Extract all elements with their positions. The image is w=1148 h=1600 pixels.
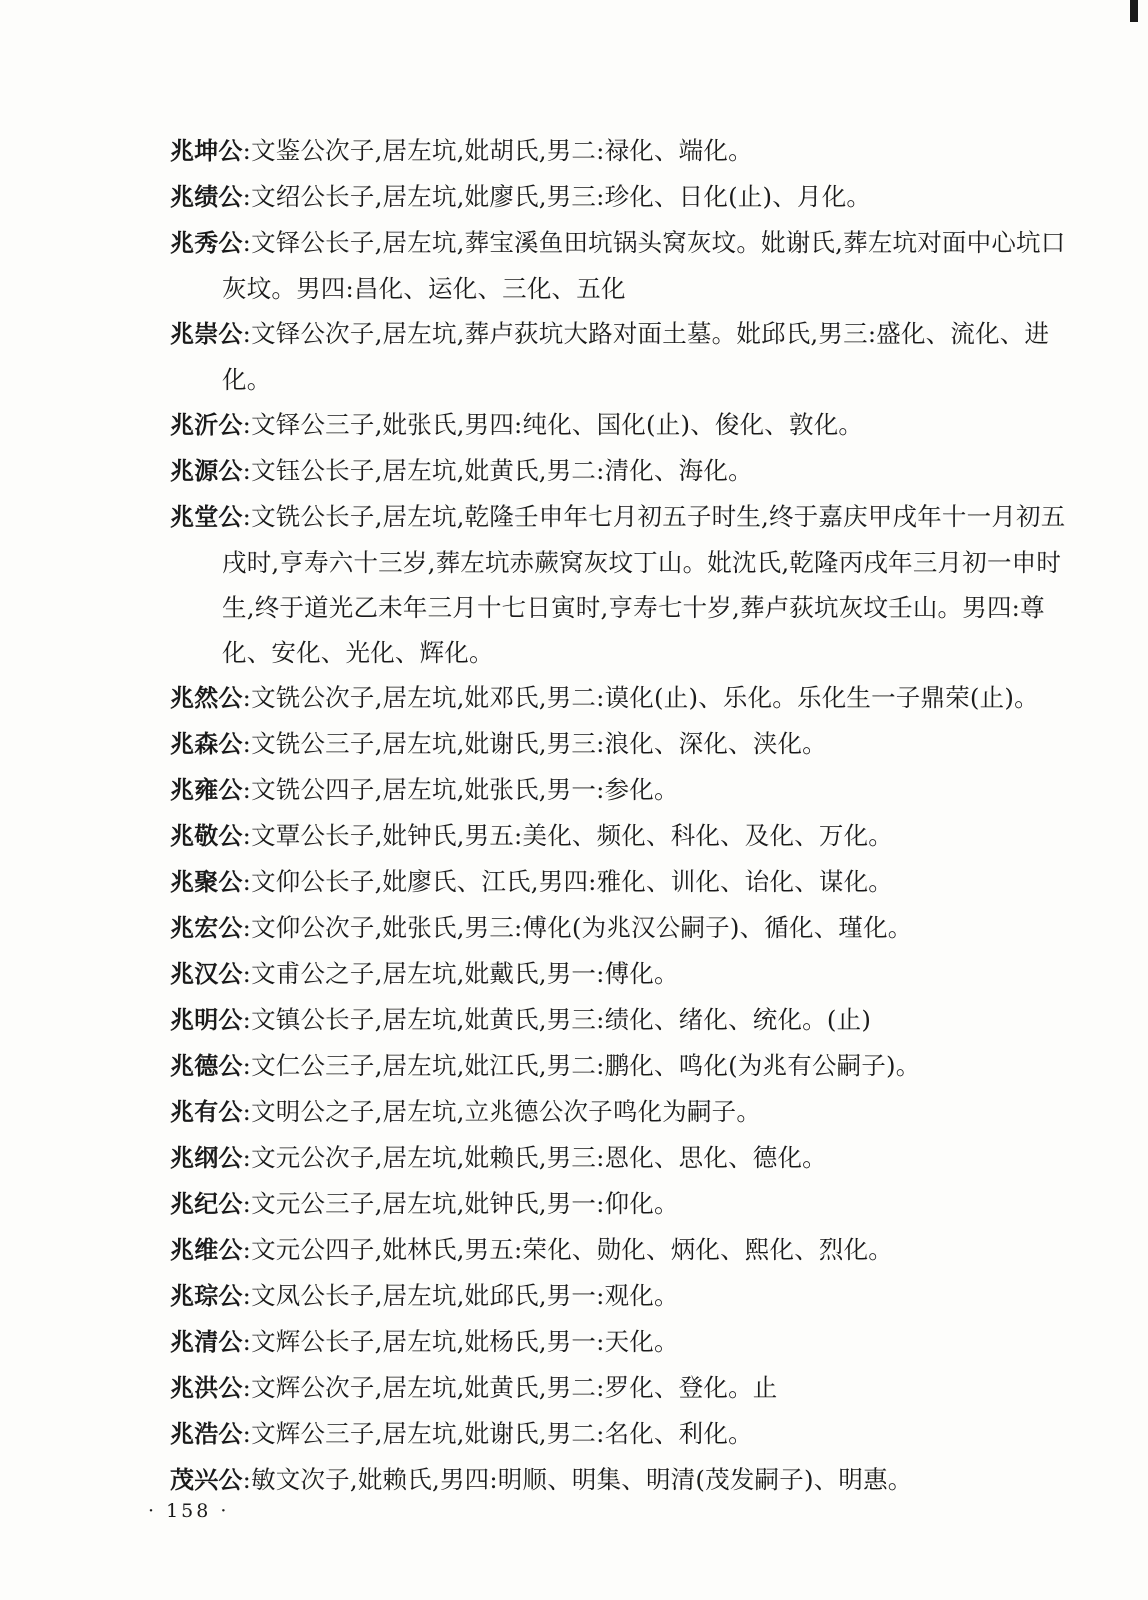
entry-name: 兆琮公: [170, 1282, 243, 1310]
genealogy-entry: [170, 675, 1070, 721]
genealogy-entry: [170, 174, 1070, 220]
entry-name: 兆纲公: [170, 1144, 243, 1172]
genealogy-entry: [170, 448, 1070, 494]
entry-name: 兆雍公: [170, 776, 243, 804]
entry-name: 兆坤公: [170, 137, 243, 165]
entry-name: 兆维公: [170, 1236, 243, 1264]
entry-text: :文甫公之子,居左坑,妣戴氏,男一:傅化。: [242, 959, 679, 988]
entry-text: :文覃公长子,妣钟氏,男五:美化、频化、科化、及化、万化。: [242, 821, 893, 850]
entry-name: 兆宏公: [170, 914, 243, 942]
genealogy-entry: [170, 859, 1070, 905]
genealogy-entry: [170, 1411, 1070, 1457]
entry-text: :文辉公长子,居左坑,妣杨氏,男一:天化。: [242, 1327, 679, 1356]
entry-name: 兆德公: [170, 1052, 243, 1080]
genealogy-entry: [170, 402, 1070, 448]
entry-name: 兆敬公: [170, 822, 243, 850]
entry-text: :文钰公长子,居左坑,妣黄氏,男二:清化、海化。: [242, 456, 753, 485]
scan-edge-mark: [1130, 0, 1138, 22]
entry-text: :文铣公三子,居左坑,妣谢氏,男三:浪化、深化、浃化。: [242, 729, 827, 758]
genealogy-entry: [170, 1319, 1070, 1365]
genealogy-entry: [170, 1273, 1070, 1319]
entry-text: :文鉴公次子,居左坑,妣胡氏,男二:禄化、端化。: [242, 136, 753, 165]
genealogy-entry: [170, 311, 1070, 402]
entry-text: :文镇公长子,居左坑,妣黄氏,男三:绩化、绪化、统化。(止): [242, 1005, 872, 1034]
entry-text: :文铎公三子,妣张氏,男四:纯化、国化(止)、俊化、敦化。: [242, 410, 864, 439]
entry-name: 兆然公: [170, 684, 243, 712]
entry-name: 兆浩公: [170, 1420, 243, 1448]
entry-text: :文铣公四子,居左坑,妣张氏,男一:参化。: [242, 775, 679, 804]
entry-text: :文元公次子,居左坑,妣赖氏,男三:恩化、思化、德化。: [242, 1143, 827, 1172]
entry-name: 兆清公: [170, 1328, 243, 1356]
genealogy-entry: [170, 1365, 1070, 1411]
genealogy-entry: [170, 1135, 1070, 1181]
entry-name: 兆森公: [170, 730, 243, 758]
entry-name: 兆堂公: [170, 503, 243, 531]
genealogy-entry: [170, 951, 1070, 997]
entry-text: :文铣公长子,居左坑,乾隆壬申年七月初五子时生,终于嘉庆甲戌年十一月初五戌时,亨寿六十三岁,葬左坑赤蕨窝灰坟丁山。妣沈氏,乾隆丙戌年三月初一申时生,终于道光乙未年三月十七日寅时,亨寿七十岁,葬卢荻坑灰坟壬山。男四:尊化、安化、光化、辉化。: [222, 502, 1066, 667]
entry-name: 兆崇公: [170, 320, 243, 348]
genealogy-entry: [170, 220, 1070, 311]
entry-text: :文铎公长子,居左坑,葬宝溪鱼田坑锅头窝灰坟。妣谢氏,葬左坑对面中心坑口灰坟。男四:昌化、运化、三化、五化: [222, 228, 1066, 303]
entry-name: 兆明公: [170, 1006, 243, 1034]
entry-name: 兆绩公: [170, 183, 243, 211]
entry-name: 兆源公: [170, 457, 243, 485]
entry-name: 兆沂公: [170, 411, 243, 439]
entry-text: :敏文次子,妣赖氏,男四:明顺、明集、明清(茂发嗣子)、明惠。: [242, 1465, 913, 1494]
genealogy-entry: [170, 1181, 1070, 1227]
entry-name: 兆纪公: [170, 1190, 243, 1218]
entry-text: :文元公三子,居左坑,妣钟氏,男一:仰化。: [242, 1189, 679, 1218]
page-number: · 158 ·: [148, 1500, 230, 1522]
entry-name: 兆聚公: [170, 868, 243, 896]
entry-name: 兆洪公: [170, 1374, 243, 1402]
genealogy-entry: [170, 1457, 1070, 1503]
entry-name: 兆秀公: [170, 229, 243, 257]
genealogy-entry: [170, 813, 1070, 859]
entry-text: :文铣公次子,居左坑,妣邓氏,男二:谟化(止)、乐化。乐化生一子鼎荣(止)。: [242, 683, 1039, 712]
entry-name: 茂兴公: [170, 1466, 243, 1494]
entry-text: :文铎公次子,居左坑,葬卢荻坑大路对面土墓。妣邱氏,男三:盛化、流化、进化。: [222, 319, 1050, 394]
entry-text: :文辉公三子,居左坑,妣谢氏,男二:名化、利化。: [242, 1419, 753, 1448]
genealogy-entry: [170, 494, 1070, 675]
entry-text: :文仁公三子,居左坑,妣江氏,男二:鹏化、鸣化(为兆有公嗣子)。: [242, 1051, 921, 1080]
entry-name: 兆汉公: [170, 960, 243, 988]
entry-text: :文仰公长子,妣廖氏、江氏,男四:雅化、训化、诒化、谋化。: [242, 867, 893, 896]
genealogy-entries: [170, 128, 1070, 1503]
genealogy-entry: [170, 1089, 1070, 1135]
genealogy-entry: [170, 997, 1070, 1043]
entry-text: :文辉公次子,居左坑,妣黄氏,男二:罗化、登化。止: [242, 1373, 778, 1402]
genealogy-entry: [170, 905, 1070, 951]
genealogy-entry: [170, 721, 1070, 767]
entry-text: :文凤公长子,居左坑,妣邱氏,男一:观化。: [242, 1281, 679, 1310]
entry-text: :文明公之子,居左坑,立兆德公次子鸣化为嗣子。: [242, 1097, 762, 1126]
genealogy-entry: [170, 767, 1070, 813]
entry-name: 兆有公: [170, 1098, 243, 1126]
entry-text: :文元公四子,妣林氏,男五:荣化、勋化、炳化、熙化、烈化。: [242, 1235, 893, 1264]
genealogy-entry: [170, 1227, 1070, 1273]
genealogy-entry: [170, 1043, 1070, 1089]
genealogy-entry: [170, 128, 1070, 174]
entry-text: :文仰公次子,妣张氏,男三:傅化(为兆汉公嗣子)、循化、瑾化。: [242, 913, 913, 942]
entry-text: :文绍公长子,居左坑,妣廖氏,男三:珍化、日化(止)、月化。: [242, 182, 872, 211]
